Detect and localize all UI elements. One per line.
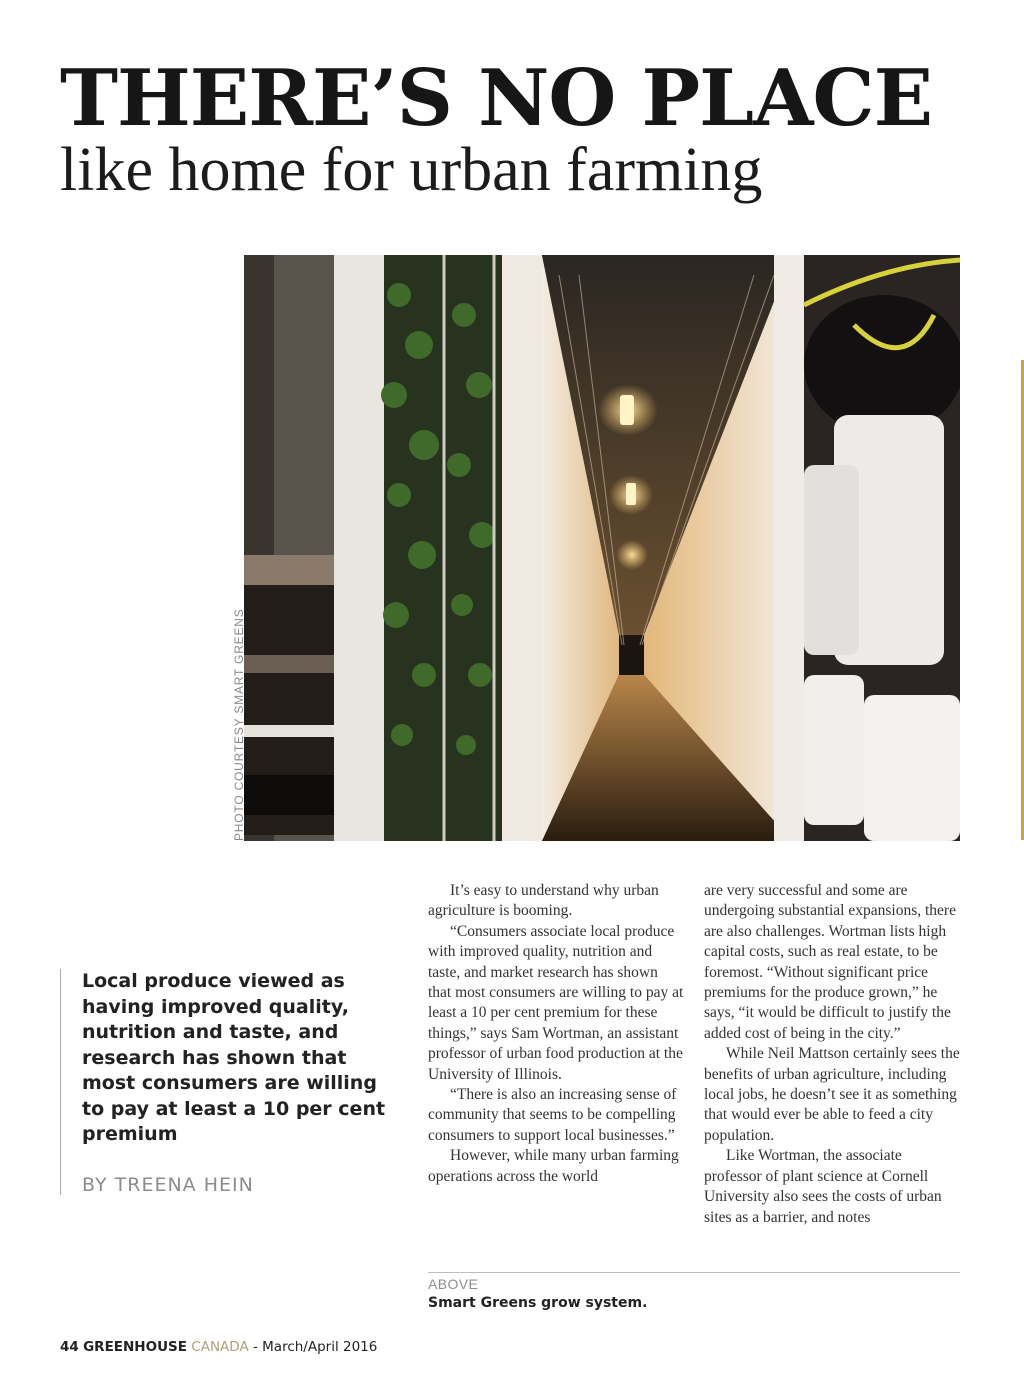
body-column-1 (428, 881, 684, 1187)
caption-divider (428, 1272, 960, 1273)
article-photo (244, 255, 960, 841)
magazine-name: GREENHOUSE (83, 1339, 187, 1355)
headline-subtitle: like home for urban farming (60, 136, 763, 204)
paragraph: However, while many urban farming operations across the world (428, 1147, 679, 1185)
magazine-country: CANADA (191, 1339, 249, 1355)
pull-quote (60, 969, 390, 1195)
headline-title: THERE’S NO PLACE (60, 53, 933, 144)
body-column-2 (704, 881, 960, 1228)
paragraph: “Consumers associate local produce with improved quality, nutrition and taste, and market research has shown that most consumers are willing to pay at least a 10 per cent premium for these things,” says Sam Wortman, an assistant professor of urban food production at the University of Illinois. (428, 922, 684, 1083)
caption-text: Smart Greens grow system. (428, 1295, 648, 1311)
page-footer (60, 1339, 377, 1355)
paragraph: It’s easy to understand why urban agriculture is booming. (428, 882, 659, 920)
paragraph: Like Wortman, the associate professor of plant science at Cornell University also sees the costs of urban sites as a barrier, and notes (704, 1147, 942, 1226)
paragraph: While Neil Mattson certainly sees the benefits of urban agriculture, including local jobs, he doesn’t see it as something that would ever be able to feed a city population. (704, 1045, 960, 1144)
page-number: 44 (60, 1339, 79, 1355)
pull-quote-text: Local produce viewed as having improved quality, nutrition and taste, and research has shown that most consumers are willing to pay at least a 10 per cent premium (82, 970, 386, 1145)
photo-credit: PHOTO COURTESY SMART GREENS (232, 608, 246, 841)
grow-container-illustration (244, 255, 960, 841)
paragraph: “There is also an increasing sense of community that seems to be compelling consumers to support local businesses.” (428, 1086, 677, 1144)
caption-label: ABOVE (428, 1276, 479, 1292)
paragraph: are very successful and some are undergoing substantial expansions, there are also challenges. Wortman lists high capital costs, such as real estate, to be foremost. “Without significant price premiums for the produce grown,” he says, “it would be difficult to justify the added cost of being in the city.” (704, 882, 956, 1042)
byline: BY TREENA HEIN (82, 1173, 254, 1196)
issue-date: - March/April 2016 (252, 1339, 378, 1355)
